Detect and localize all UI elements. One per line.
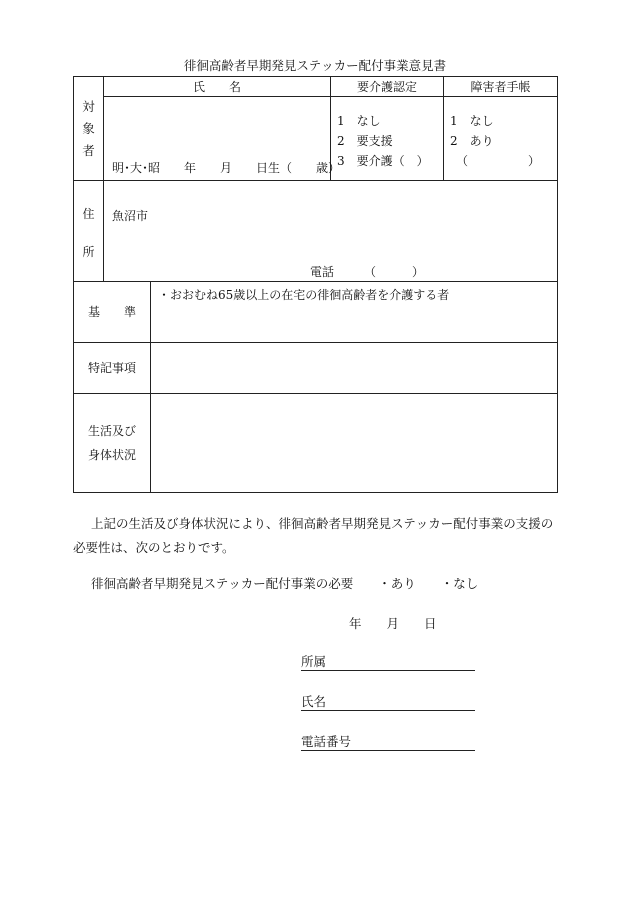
- special-notes-label: 特記事項: [74, 343, 151, 394]
- address-field[interactable]: [104, 181, 558, 282]
- care-certification-header: 要介護認定: [331, 77, 444, 97]
- address-label-char-1: 住: [82, 207, 95, 221]
- target-header-row: [74, 77, 558, 97]
- life-status-label-text: 生活及び 身体状況: [87, 424, 136, 462]
- care-certification-field[interactable]: [331, 97, 444, 181]
- life-status-field[interactable]: [151, 394, 558, 493]
- criteria-field: [151, 282, 558, 343]
- phone-number-field[interactable]: [301, 734, 475, 751]
- life-status-row: [74, 394, 558, 493]
- criteria-text: ・おおむね65歳以上の在宅の徘徊高齢者を介護する者: [158, 288, 450, 302]
- target-body-row: [74, 97, 558, 181]
- target-person-label: [74, 77, 104, 181]
- birth-date-line: 明･大･昭 年 月 日生（ 歳）: [112, 161, 341, 175]
- signer-name-label: 氏名: [301, 694, 327, 709]
- notes-row: [74, 343, 558, 394]
- document-title: 徘徊高齢者早期発見ステッカー配付事業意見書: [183, 58, 447, 73]
- phone-number-label: 電話番号: [301, 734, 352, 749]
- disability-handbook-options: 1 なし 2 あり （ ）: [450, 114, 541, 168]
- necessity-line: 徘徊高齢者早期発見ステッカー配付事業の必要 ・あり ・なし: [91, 576, 479, 591]
- address-label-char-2: 所: [82, 245, 95, 259]
- target-person-label-text: 対 象 者: [82, 98, 95, 158]
- address-city: 魚沼市: [112, 209, 149, 223]
- application-form-table: [73, 76, 558, 493]
- affiliation-field[interactable]: [301, 654, 475, 671]
- disability-handbook-header: 障害者手帳: [444, 77, 558, 97]
- disability-handbook-field[interactable]: [444, 97, 558, 181]
- criteria-label: 基 準: [74, 282, 151, 343]
- special-notes-field[interactable]: [151, 343, 558, 394]
- signer-name-field[interactable]: [301, 694, 475, 711]
- address-phone: 電話 （ ）: [310, 265, 425, 279]
- criteria-row: [74, 282, 558, 343]
- address-row: [74, 181, 558, 282]
- care-certification-options: 1 なし 2 要支援 3 要介護（ ）: [337, 114, 429, 168]
- life-status-label: [74, 394, 151, 493]
- name-header: 氏 名: [104, 77, 331, 97]
- address-label: [74, 181, 104, 282]
- statement-text: 上記の生活及び身体状況により、徘徊高齢者早期発見ステッカー配付事業の支援の必要性は、次のとおりです。: [73, 516, 554, 555]
- name-field[interactable]: [104, 97, 341, 181]
- affiliation-label: 所属: [301, 654, 327, 669]
- date-line: 年 月 日: [349, 616, 437, 631]
